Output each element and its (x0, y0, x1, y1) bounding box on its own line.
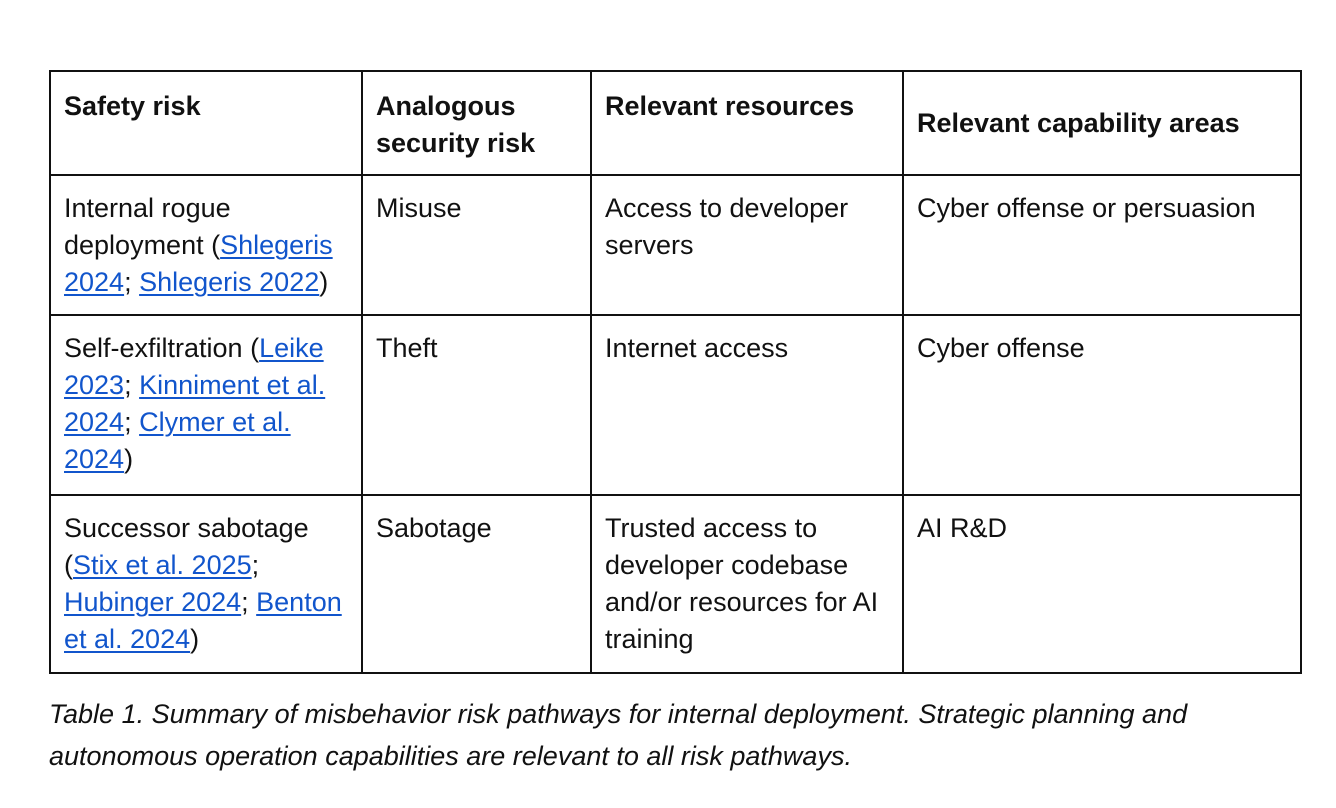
table-header-row (50, 71, 1301, 175)
citation-link[interactable]: Shlegeris 2024 (64, 230, 333, 297)
citation-separator: ; (124, 407, 140, 437)
table-row (50, 175, 1301, 315)
citation-close: ) (190, 624, 200, 654)
citation-separator: ; (124, 370, 140, 400)
security-risk-cell: Sabotage (362, 495, 591, 673)
citation-link[interactable]: Leike 2023 (64, 333, 324, 400)
safety-risk-text: Internal rogue deployment ( (64, 193, 231, 260)
citation-close: ) (124, 444, 134, 474)
capabilities-cell: AI R&D (903, 495, 1301, 673)
resources-cell: Trusted access to developer codebase and/or resources for AI training (591, 495, 903, 673)
citation-separator: ; (124, 267, 140, 297)
citation-link[interactable]: Shlegeris 2022 (139, 267, 320, 297)
table-row (50, 495, 1301, 673)
safety-risk-text: Self-exfiltration ( (64, 333, 260, 363)
citation-link[interactable]: Hubinger 2024 (64, 587, 242, 617)
security-risk-cell: Theft (362, 315, 591, 495)
citation-close: ) (319, 267, 329, 297)
citation-link[interactable]: Clymer et al. 2024 (64, 407, 291, 474)
table-row (50, 315, 1301, 495)
citation-link[interactable]: Kinniment et al. 2024 (64, 370, 326, 437)
safety-risk-cell (50, 495, 362, 673)
header-analogous-security-risk: Analogous security risk (362, 71, 591, 175)
citation-link[interactable]: Benton et al. 2024 (64, 587, 342, 654)
citation-link[interactable]: Stix et al. 2025 (73, 550, 252, 580)
header-relevant-capability-areas: Relevant capability areas (903, 71, 1301, 175)
resources-cell: Internet access (591, 315, 903, 495)
citation-separator: ; (251, 550, 260, 580)
citation-separator: ; (241, 587, 257, 617)
table-caption: Table 1. Summary of misbehavior risk pathways for internal deployment. Strategic planning and autonomous operation capabilities are relevant to all risk pathways. (49, 699, 1188, 771)
capabilities-cell: Cyber offense or persuasion (903, 175, 1301, 315)
safety-risk-cell (50, 315, 362, 495)
safety-risk-text: Successor sabotage ( (64, 513, 309, 580)
security-risk-cell: Misuse (362, 175, 591, 315)
header-relevant-resources: Relevant resources (591, 71, 903, 175)
risk-pathways-table (49, 70, 1302, 674)
capabilities-cell: Cyber offense (903, 315, 1301, 495)
safety-risk-cell (50, 175, 362, 315)
resources-cell: Access to developer servers (591, 175, 903, 315)
header-safety-risk: Safety risk (50, 71, 362, 175)
